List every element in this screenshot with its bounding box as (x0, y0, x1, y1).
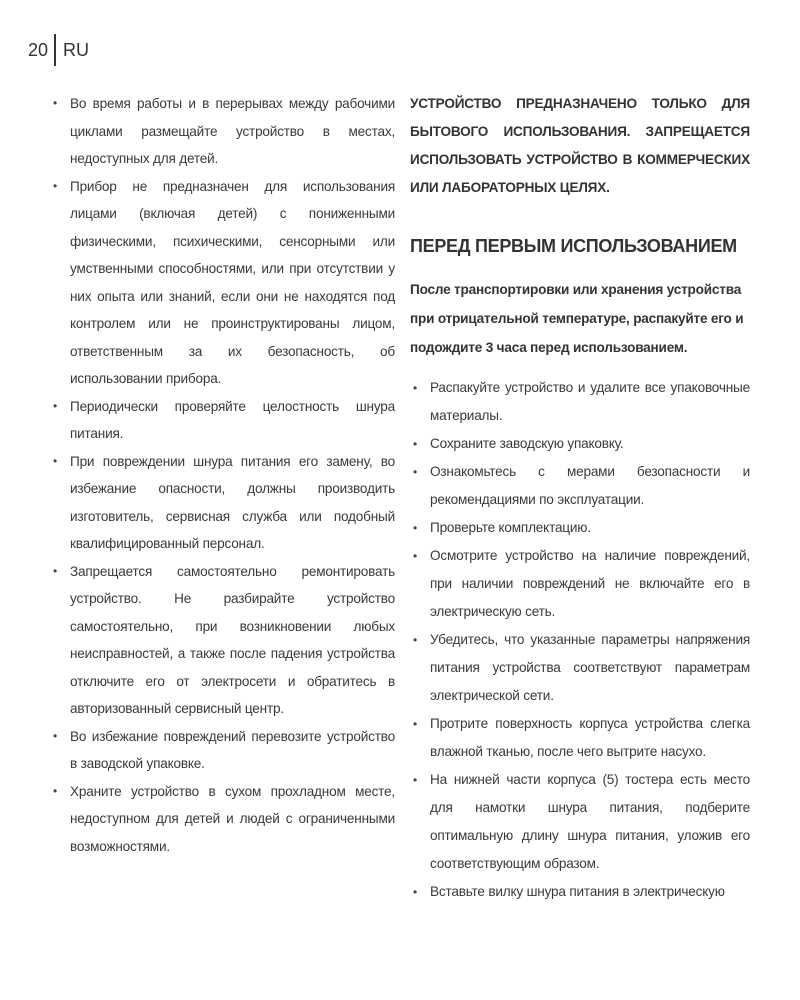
list-item: • Прибор не предназначен для использования лицами (включая детей) с пониженными физическими, психическими, сенсорными или умственными способностями, или при отсутствии у них опыта или знаний, если они не находятся под контролем или не проинструктированы лицом, ответственным за их безопасность, об использовании прибора. (50, 173, 395, 393)
list-item: • Сохраните заводскую упаковку. (410, 430, 750, 458)
list-item: • Во избежание повреждений перевозите устройство в заводской упаковке. (50, 723, 395, 778)
list-item: • Распакуйте устройство и удалите все упаковочные материалы. (410, 374, 750, 430)
left-column (50, 90, 395, 860)
list-item: • Убедитесь, что указанные параметры напряжения питания устройства соответствуют параметрам электрической сети. (410, 626, 750, 710)
list-item: • Проверьте комплектацию. (410, 514, 750, 542)
header-divider (54, 34, 56, 66)
list-item: • Периодически проверяйте целостность шнура питания. (50, 393, 395, 448)
list-item: • Во время работы и в перерывах между рабочими циклами размещайте устройство в местах, недоступных для детей. (50, 90, 395, 173)
list-item: • Ознакомьтесь с мерами безопасности и рекомендациями по эксплуатации. (410, 458, 750, 514)
section-intro: После транспортировки или хранения устройства при отрицательной температуре, распакуйте его и подождите 3 часа перед использованием. (410, 282, 744, 355)
right-column (410, 90, 750, 906)
list-item: • На нижней части корпуса (5) тостера есть место для намотки шнура питания, подберите оптимальную длину шнура питания, уложив его соответствующим образом. (410, 766, 750, 878)
list-item: • Осмотрите устройство на наличие повреждений, при наличии повреждений не включайте его в электрическую сеть. (410, 542, 750, 626)
list-item: • При повреждении шнура питания его замену, во избежание опасности, должны производить изготовитель, сервисная служба или подобный квалифицированный персонал. (50, 448, 395, 558)
first-use-list (410, 374, 750, 906)
section-title: ПЕРЕД ПЕРВЫМ ИСПОЛЬЗОВАНИЕМ (410, 236, 737, 256)
list-item: • Храните устройство в сухом прохладном месте, недоступном для детей и людей с ограниченными возможностями. (50, 778, 395, 861)
page-number: 20 (28, 39, 49, 60)
list-item: • Протрите поверхность корпуса устройства слегка влажной тканью, после чего вытрите насухо. (410, 710, 750, 766)
list-item: • Вставьте вилку шнура питания в электрическую (410, 878, 750, 906)
page-header (28, 33, 89, 67)
safety-list (50, 90, 395, 860)
language-code: RU (63, 39, 90, 60)
household-use-warning: УСТРОЙСТВО ПРЕДНАЗНАЧЕНО ТОЛЬКО ДЛЯ БЫТОВОГО ИСПОЛЬЗОВАНИЯ. ЗАПРЕЩАЕТСЯ ИСПОЛЬЗОВАТЬ УСТРОЙСТВО В КОММЕРЧЕСКИХ ИЛИ ЛАБОРАТОРНЫХ ЦЕЛЯХ. (410, 96, 750, 195)
list-item: • Запрещается самостоятельно ремонтировать устройство. Не разбирайте устройство самостоятельно, при возникновении любых неисправностей, а также после падения устройства отключите его от электросети и обратитесь в авторизованный сервисный центр. (50, 558, 395, 723)
